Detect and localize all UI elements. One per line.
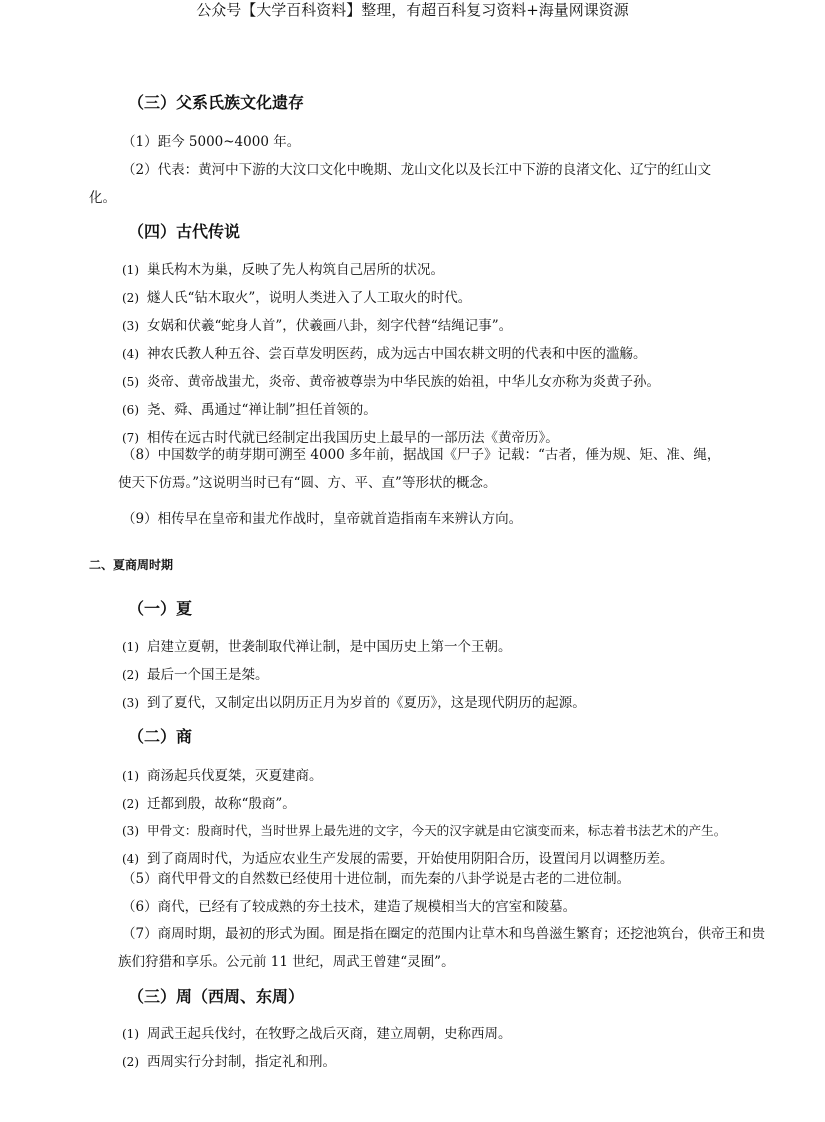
list-item xyxy=(122,849,674,869)
list-item-continuation xyxy=(118,952,455,972)
list-item xyxy=(122,924,765,944)
item-text: 化。 xyxy=(89,190,116,206)
item-text: 燧人氏“钻木取火”，说明人类进入了人工取火的时代。 xyxy=(147,290,472,306)
list-item xyxy=(122,316,512,336)
item-number: (6) xyxy=(122,403,139,417)
section-heading-legends: （四）古代传说 xyxy=(128,222,241,241)
item-number: （2） xyxy=(122,162,158,178)
item-text: 相传早在皇帝和蚩尤作战时，皇帝就首造指南车来辨认方向。 xyxy=(157,511,523,527)
item-number: (2) xyxy=(122,291,139,305)
item-text: 距今 5000~4000 年。 xyxy=(157,134,301,150)
item-text: 到了夏代，又制定出以阴历正月为岁首的《夏历》，这是现代阴历的起源。 xyxy=(147,695,586,711)
list-item xyxy=(122,400,377,420)
list-item xyxy=(122,821,726,841)
item-number: (1) xyxy=(122,1027,139,1041)
list-item xyxy=(122,344,647,364)
item-number: （1） xyxy=(122,134,158,150)
item-number: (4) xyxy=(122,852,139,866)
item-number: （5） xyxy=(122,871,158,887)
item-text: 代表：黄河中下游的大汶口文化中晚期、龙山文化以及长江中下游的良渚文化、辽宁的红山文 xyxy=(157,162,712,178)
list-item-continuation xyxy=(89,188,116,208)
list-item xyxy=(122,1052,336,1072)
item-number: （6） xyxy=(122,899,158,915)
list-item xyxy=(122,665,269,685)
item-text: 甲骨文：殷商时代，当时世界上最先进的文字，今天的汉字就是由它演变而来，标志着书法艺术的产生。 xyxy=(147,823,727,838)
item-number: (7) xyxy=(122,431,139,445)
item-number: (1) xyxy=(122,769,139,783)
item-text: 商代甲骨文的自然数已经使用十进位制，而先秦的八卦学说是古老的二进位制。 xyxy=(157,871,631,887)
item-text: 女娲和伏羲“蛇身人首”，伏羲画八卦，刻字代替“结绳记事”。 xyxy=(147,318,513,334)
item-text: 神农氏教人种五谷、尝百草发明医药，成为远古中国农耕文明的代表和中医的滥觞。 xyxy=(147,346,647,362)
item-number: (3) xyxy=(122,696,139,710)
item-number: (3) xyxy=(122,824,139,838)
item-text: 相传在远古时代就已经制定出我国历史上最早的一部历法《黄帝历》。 xyxy=(147,430,559,446)
item-number: (2) xyxy=(122,1055,139,1069)
section-heading-shang: （二）商 xyxy=(128,727,193,746)
section-heading-zhou: （三）周（西周、东周） xyxy=(128,987,305,1006)
item-number: （7） xyxy=(122,926,158,942)
list-item xyxy=(122,132,300,152)
list-item xyxy=(122,693,586,713)
list-item xyxy=(122,794,296,814)
item-text: 启建立夏朝，世袭制取代禅让制，是中国历史上第一个王朝。 xyxy=(147,639,512,655)
item-text: 中国数学的萌芽期可溯至 4000 多年前，据战国《尸子》记载：“古者，倕为规、矩、准、绳， xyxy=(157,447,721,463)
item-text: 炎帝、黄帝战蚩尤，炎帝、黄帝被尊崇为中华民族的始祖，中华儿女亦称为炎黄子孙。 xyxy=(147,374,660,390)
item-text: 尧、舜、禹通过“禅让制”担任首领的。 xyxy=(147,402,377,418)
item-number: (2) xyxy=(122,797,139,811)
list-item xyxy=(122,260,444,280)
item-text: 商代，已经有了较成熟的夯土技术，建造了规模相当大的宫室和陵墓。 xyxy=(157,899,577,915)
item-text: 商汤起兵伐夏桀，灭夏建商。 xyxy=(147,768,323,784)
item-text: 周武王起兵伐纣，在牧野之战后灭商，建立周朝，史称西周。 xyxy=(147,1026,512,1042)
item-text: 使天下仿焉。”这说明当时已有“圆、方、平、直”等形状的概念。 xyxy=(118,475,497,491)
item-text: 族们狩猎和享乐。公元前 11 世纪，周武王曾建“灵囿”。 xyxy=(118,954,455,970)
item-number: (1) xyxy=(122,640,139,654)
list-item xyxy=(122,869,630,889)
item-number: (1) xyxy=(122,263,139,277)
item-text: 到了商周时代，为适应农业生产发展的需要，开始使用阴阳合历，设置闰月以调整历差。 xyxy=(147,851,674,867)
item-text: 迁都到殷，故称“殷商”。 xyxy=(147,796,296,812)
list-item xyxy=(122,445,720,465)
list-item-continuation xyxy=(118,473,496,493)
list-item xyxy=(122,509,522,529)
item-text: 西周实行分封制，指定礼和刑。 xyxy=(147,1054,336,1070)
item-number: （8） xyxy=(122,447,158,463)
list-item xyxy=(122,766,323,786)
item-text: 最后一个国王是桀。 xyxy=(147,667,269,683)
item-text: 商周时期，最初的形式为囿。囿是指在圈定的范围内让草木和鸟兽滋生繁育；还挖池筑台，供帝王和贵 xyxy=(157,926,766,942)
item-number: (4) xyxy=(122,347,139,361)
header-watermark: 公众号【大学百科资料】整理，有超百科复习资料+海量网课资源 xyxy=(196,1,629,19)
section-heading-xia: （一）夏 xyxy=(128,599,193,618)
section-heading-patrilineal: （三）父系氏族文化遗存 xyxy=(128,93,305,112)
item-number: （9） xyxy=(122,511,158,527)
list-item xyxy=(122,897,576,917)
item-text: 巢氏构木为巢，反映了先人构筑自己居所的状况。 xyxy=(147,262,444,278)
item-number: (3) xyxy=(122,319,139,333)
part-heading-xia-shang-zhou: 二、夏商周时期 xyxy=(89,558,174,572)
list-item xyxy=(122,288,471,308)
item-number: (2) xyxy=(122,668,139,682)
item-number: (5) xyxy=(122,375,139,389)
list-item xyxy=(122,160,711,180)
list-item xyxy=(122,1024,512,1044)
list-item xyxy=(122,637,512,657)
list-item xyxy=(122,372,660,392)
